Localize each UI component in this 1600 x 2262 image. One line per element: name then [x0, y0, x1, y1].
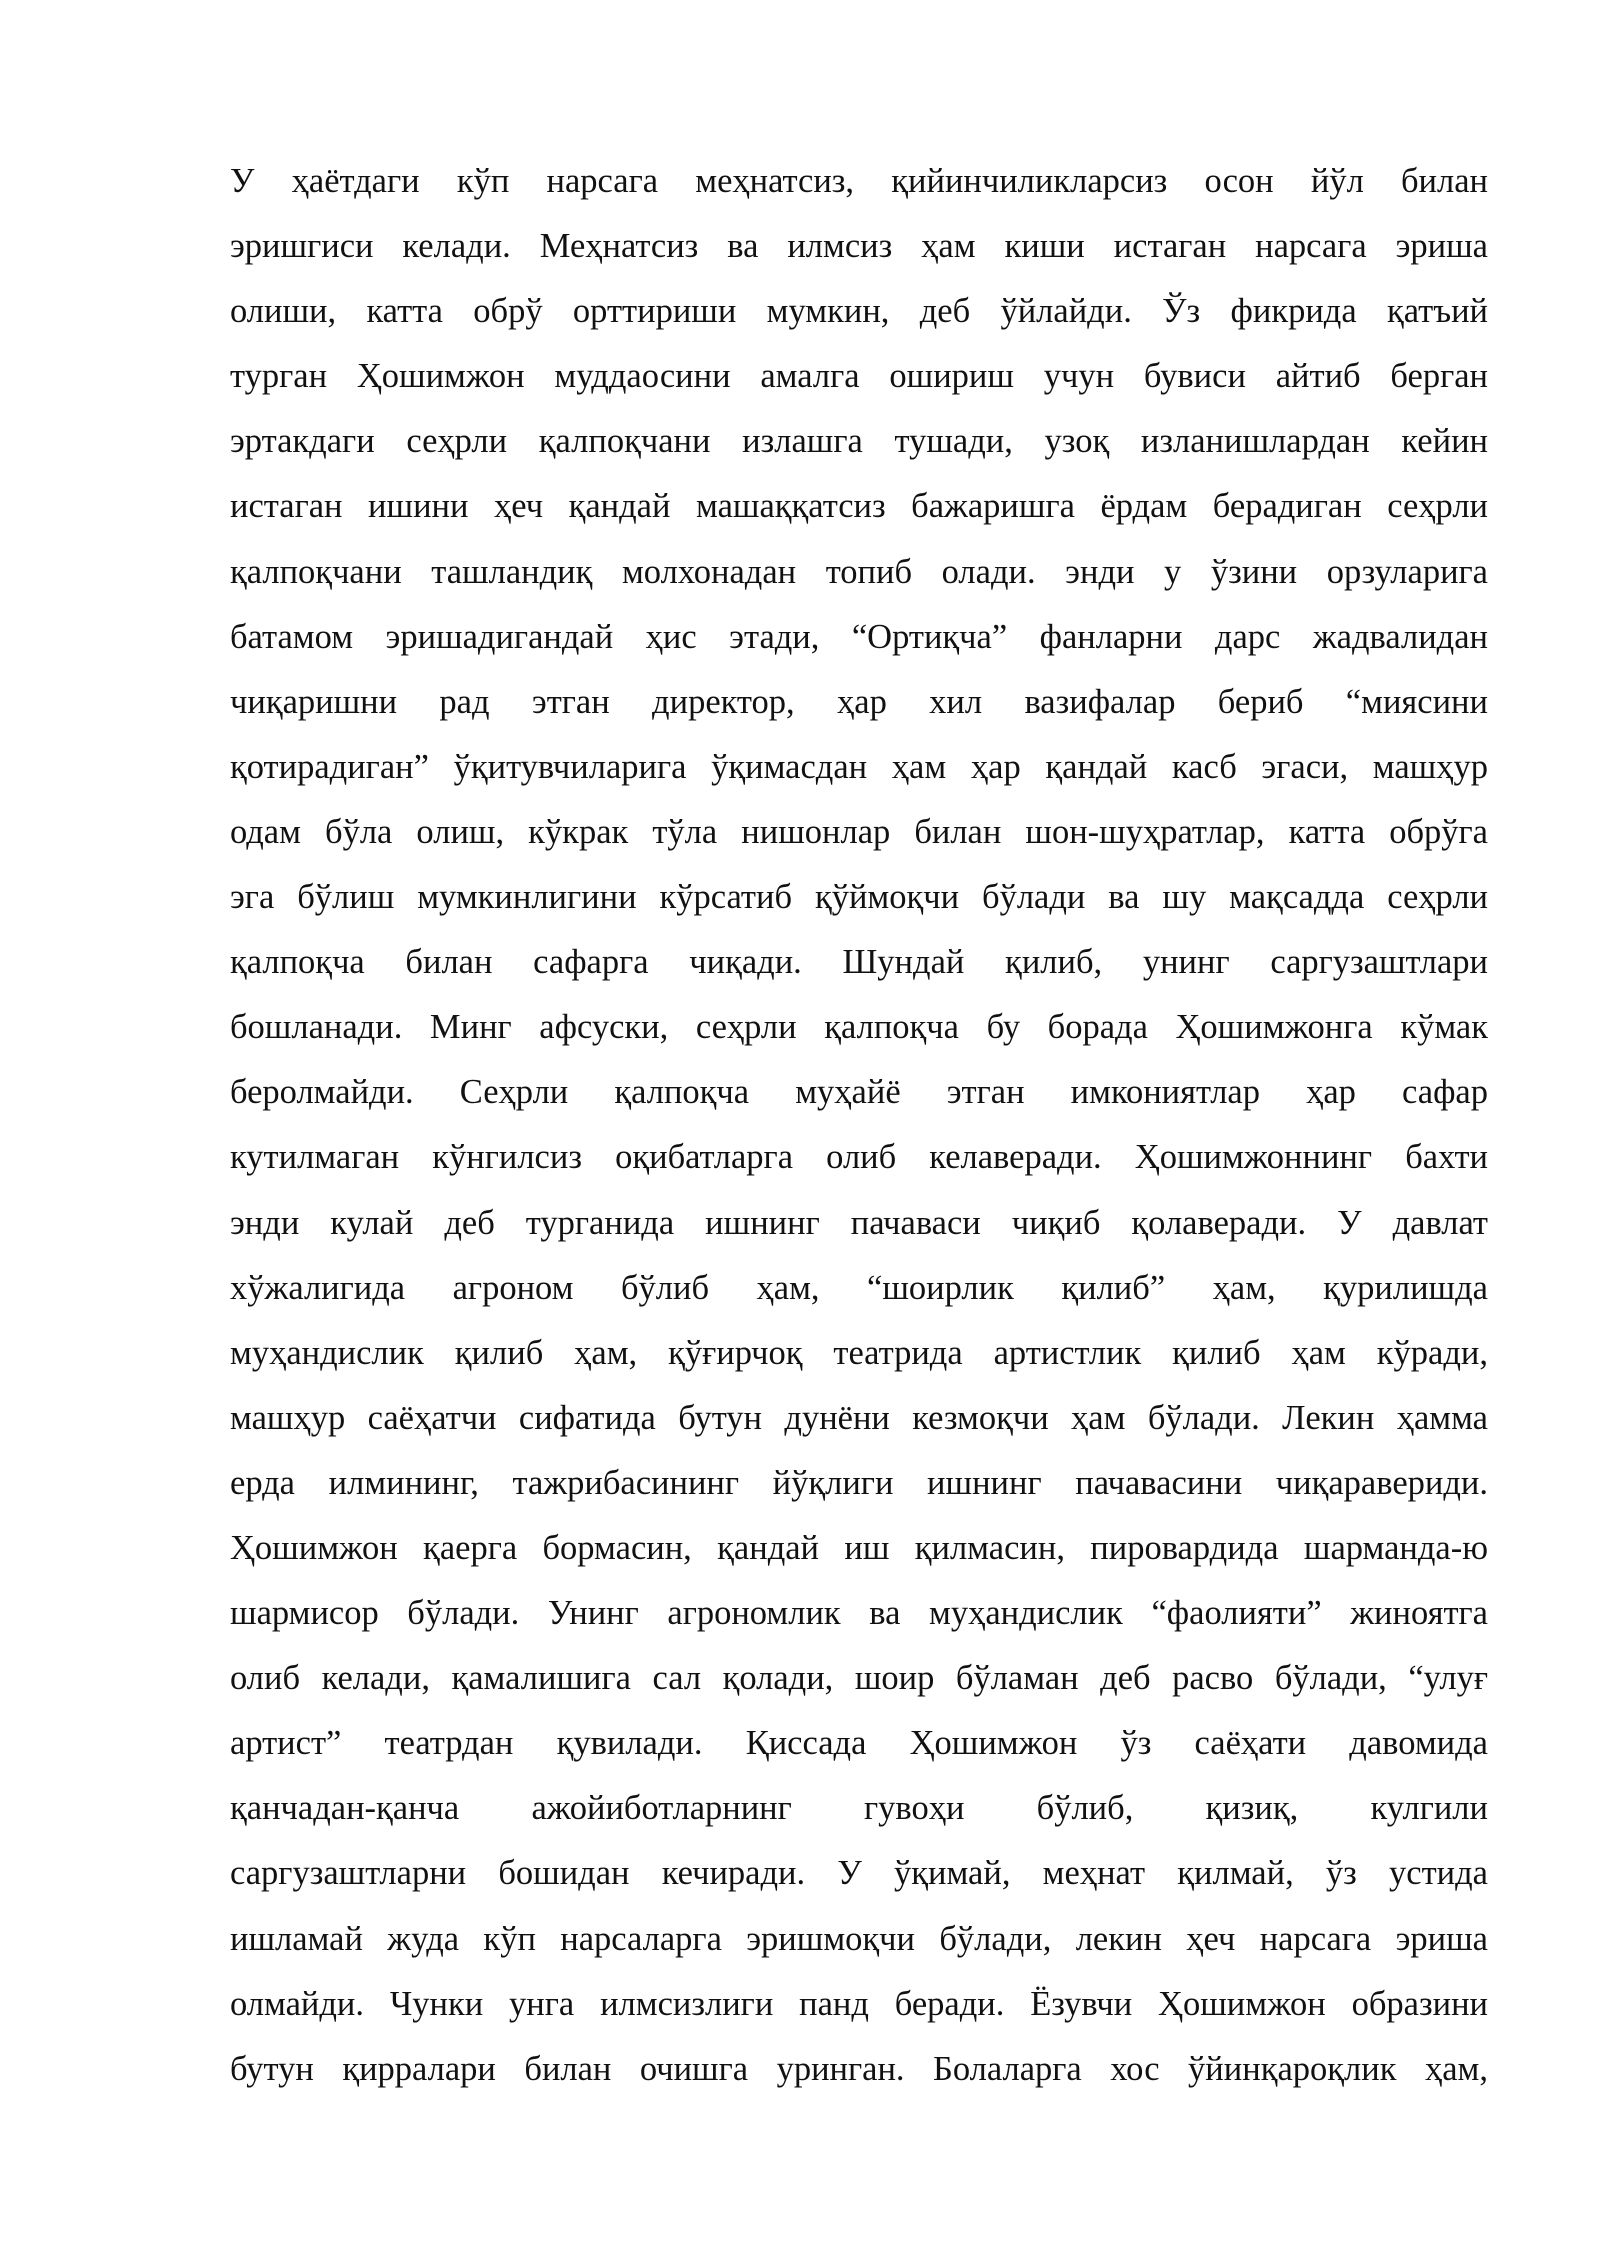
text-line: У ҳаётдаги кўп нарсага меҳнатсиз, қийинчиликларсиз осон йўл билан [230, 162, 1488, 200]
text-line: қотирадиган” ўқитувчиларига ўқимасдан ҳам ҳар қандай касб эгаси, машҳур [230, 747, 1488, 786]
text-line: муҳандислик қилиб ҳам, қўғирчоқ театрида артистлик қилиб ҳам кўради, [230, 1333, 1488, 1372]
text-line: батамом эришадигандай ҳис этади, “Ортиқча” фанларни дарс жадвалидан [230, 617, 1488, 656]
text-line: қалпоқчани ташландиқ молхонадан топиб олади. энди у ўзини орзуларига [230, 552, 1488, 591]
text-line: турган Ҳошимжон муддаосини амалга ошириш учун бувиси айтиб берган [230, 357, 1488, 396]
text-line: ерда илмининг, тажрибасининг йўқлиги ишнинг пачавасини чиқаравериди. [230, 1463, 1488, 1502]
text-line: кутилмаган кўнгилсиз оқибатларга олиб келаверади. Ҳошимжоннинг бахти [230, 1138, 1488, 1177]
text-line: машҳур саёҳатчи сифатида бутун дунёни кезмоқчи ҳам бўлади. Лекин ҳамма [230, 1398, 1488, 1437]
text-line: энди кулай деб турганида ишнинг пачаваси чиқиб қолаверади. У давлат [230, 1203, 1488, 1242]
text-line: бошланади. Минг афсуски, сеҳрли қалпоқча бу борада Ҳошимжонга кўмак [230, 1008, 1488, 1047]
text-line: ишламай жуда кўп нарсаларга эришмоқчи бўлади, лекин ҳеч нарсага эриша [230, 1919, 1488, 1958]
body-paragraph [230, 149, 1488, 2102]
text-line: одам бўла олиш, кўкрак тўла нишонлар билан шон-шуҳратлар, катта обрўга [230, 812, 1488, 851]
text-line: чиқаришни рад этган директор, ҳар хил вазифалар бериб “миясини [230, 682, 1488, 721]
text-line: эришгиси келади. Меҳнатсиз ва илмсиз ҳам киши истаган нарсага эриша [230, 227, 1488, 266]
text-line: олиши, катта обрў орттириши мумкин, деб ўйлайди. Ўз фикрида қатъий [230, 292, 1488, 331]
text-line: бутун қирралари билан очишга уринган. Болаларга хос ўйинқароқлик ҳам, [230, 2049, 1488, 2088]
text-line: хўжалигида агроном бўлиб ҳам, “шоирлик қилиб” ҳам, қурилишда [230, 1268, 1488, 1307]
text-line: артист” театрдан қувилади. Қиссада Ҳошимжон ўз саёҳати давомида [230, 1724, 1488, 1763]
text-line: олиб келади, қамалишига сал қолади, шоир бўламан деб расво бўлади, “улуғ [230, 1659, 1488, 1698]
text-line: эга бўлиш мумкинлигини кўрсатиб қўймоқчи бўлади ва шу мақсадда сеҳрли [230, 878, 1488, 917]
text-line: истаган ишини ҳеч қандай машаққатсиз бажаришга ёрдам берадиган сеҳрли [230, 487, 1488, 526]
text-line: Ҳошимжон қаерга бормасин, қандай иш қилмасин, пировардида шарманда-ю [230, 1528, 1488, 1567]
text-line: қалпоқча билан сафарга чиқади. Шундай қилиб, унинг саргузаштлари [230, 943, 1488, 982]
text-line: беролмайди. Сеҳрли қалпоқча муҳайё этган имкониятлар ҳар сафар [230, 1073, 1488, 1112]
text-line: қанчадан-қанча ажойиботларнинг гувоҳи бўлиб, қизиқ, кулгили [230, 1789, 1488, 1828]
text-line: эртакдаги сеҳрли қалпоқчани излашга тушади, узоқ изланишлардан кейин [230, 422, 1488, 461]
text-line: олмайди. Чунки унга илмсизлиги панд беради. Ёзувчи Ҳошимжон образини [230, 1984, 1488, 2023]
text-line: шармисор бўлади. Унинг агрономлик ва муҳандислик “фаолияти” жиноятга [230, 1594, 1488, 1633]
text-line: саргузаштларни бошидан кечиради. У ўқимай, меҳнат қилмай, ўз устида [230, 1854, 1488, 1893]
